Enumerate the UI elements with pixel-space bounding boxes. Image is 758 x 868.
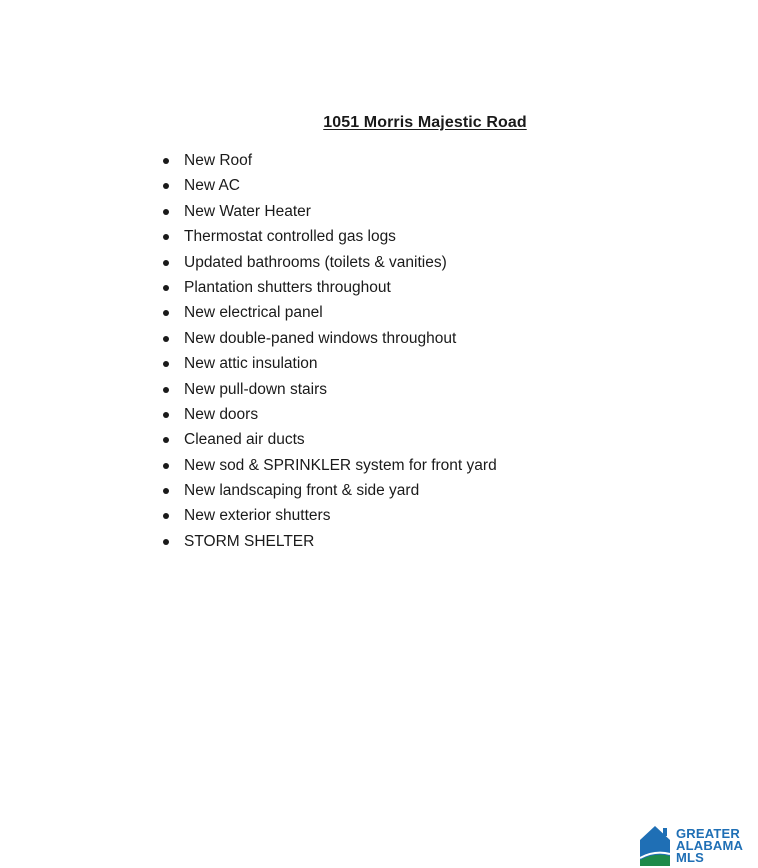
feature-text: STORM SHELTER xyxy=(184,532,315,550)
feature-list-item xyxy=(160,224,497,249)
logo-text xyxy=(676,828,743,864)
bullet-icon xyxy=(163,361,169,367)
feature-text: New exterior shutters xyxy=(184,507,331,525)
feature-text: Updated bathrooms (toilets & vanities) xyxy=(184,253,447,271)
feature-text: Plantation shutters throughout xyxy=(184,278,391,296)
feature-text: New pull-down stairs xyxy=(184,380,327,398)
bullet-icon xyxy=(163,183,169,189)
feature-list-item xyxy=(160,478,497,503)
feature-text: New doors xyxy=(184,405,259,423)
logo-line-2: ALABAMA xyxy=(676,838,744,853)
feature-list-item xyxy=(160,326,497,351)
document-title: 1051 Morris Majestic Road xyxy=(323,114,527,131)
feature-list-item xyxy=(160,377,497,402)
bullet-icon xyxy=(163,488,169,494)
bullet-icon xyxy=(163,539,169,545)
feature-text: New AC xyxy=(184,177,240,195)
feature-list-item xyxy=(160,529,497,554)
feature-text: New Roof xyxy=(184,152,253,169)
feature-list-item xyxy=(160,199,497,224)
feature-list-item xyxy=(160,148,497,173)
feature-list-item xyxy=(160,453,497,478)
feature-text: Thermostat controlled gas logs xyxy=(184,228,396,246)
greater-alabama-mls-logo xyxy=(638,822,756,866)
logo-line-1: GREATER xyxy=(676,826,740,841)
bullet-icon xyxy=(163,209,169,215)
feature-list-item xyxy=(160,351,497,376)
bullet-icon xyxy=(163,463,169,469)
bullet-icon xyxy=(163,234,169,240)
feature-text: Cleaned air ducts xyxy=(184,431,305,449)
feature-list-item xyxy=(160,300,497,325)
feature-list-item xyxy=(160,173,497,198)
house-logo-icon xyxy=(638,822,674,866)
bullet-icon xyxy=(163,412,169,418)
bullet-icon xyxy=(163,285,169,291)
bullet-icon xyxy=(163,336,169,342)
feature-text: New sod & SPRINKLER system for front yard xyxy=(184,456,497,474)
feature-text: New electrical panel xyxy=(184,304,323,322)
bullet-icon xyxy=(163,437,169,443)
feature-text: New landscaping front & side yard xyxy=(184,482,420,500)
feature-list-item xyxy=(160,275,497,300)
bullet-icon xyxy=(163,513,169,519)
bullet-icon xyxy=(163,387,169,393)
feature-text: New Water Heater xyxy=(184,202,311,220)
feature-list-item xyxy=(160,503,497,528)
feature-text: New attic insulation xyxy=(184,355,318,373)
bullet-icon xyxy=(163,158,169,164)
feature-list-item xyxy=(160,402,497,427)
feature-list xyxy=(160,148,497,554)
bullet-icon xyxy=(163,260,169,266)
logo-line-3: MLS xyxy=(676,850,705,865)
feature-list-item xyxy=(160,250,497,275)
feature-list-item xyxy=(160,427,497,452)
bullet-icon xyxy=(163,310,169,316)
feature-text: New double-paned windows throughout xyxy=(184,329,457,347)
